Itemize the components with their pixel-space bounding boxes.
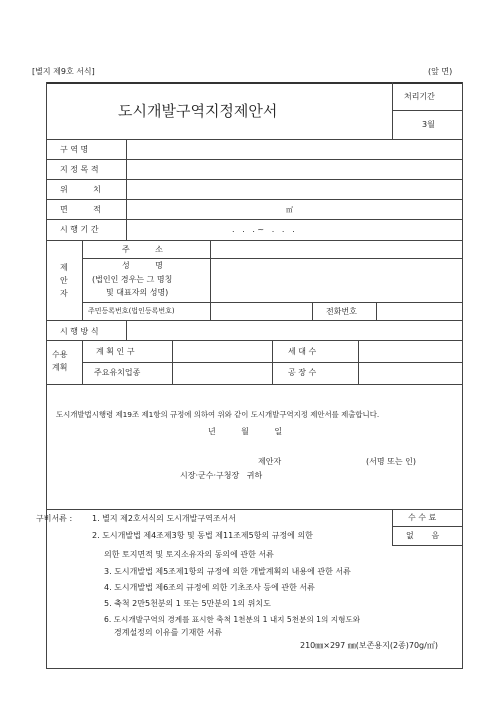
document-item: 경계설정의 이유를 기재한 서류 <box>114 628 223 637</box>
row-line <box>46 199 463 200</box>
accommodation-label-2: 계획 <box>52 363 68 372</box>
proposer-value-divider <box>210 240 211 320</box>
households-label: 세 대 수 <box>288 347 317 356</box>
row-line <box>46 320 463 321</box>
period-value: . . . ~ . . . <box>232 225 295 234</box>
processing-divider <box>392 110 462 111</box>
row-line <box>82 258 463 259</box>
paper-spec-footer: 210㎜×297 ㎜(보존용지(2종)70g/㎡) <box>300 641 438 650</box>
document-item: 5. 축척 2만5천분의 1 또는 5만분의 1의 위치도 <box>104 599 271 608</box>
frame-right <box>462 82 463 669</box>
col-line <box>312 302 313 320</box>
fee-divider <box>392 509 393 545</box>
corp-note-2: 및 대표자의 성명) <box>106 288 169 297</box>
fee-label: 수 수 료 <box>408 513 437 522</box>
page-side-label: (앞 면) <box>428 67 453 76</box>
title-bottom-line <box>46 139 463 140</box>
name-label: 성 명 <box>122 261 163 270</box>
address-label: 주 소 <box>122 245 163 254</box>
document-item: 2. 도시개발법 제4조제3항 및 동법 제11조제5항의 규정에 의한 <box>92 531 313 540</box>
document-item: 6. 도시개발구역의 경계를 표시한 축척 1천분의 1 내지 5천분의 1의 지형도와 <box>104 615 361 624</box>
proposer-signature-label: 제안자 <box>258 457 282 466</box>
document-item: 1. 별지 제2호서식의 도시개발구역조서서 <box>92 514 236 523</box>
proposer-char-2: 안 <box>60 276 68 285</box>
row-line <box>46 159 463 160</box>
industry-label: 주요유치업종 <box>94 368 141 377</box>
period-label: 시 행 기 간 <box>60 225 99 234</box>
row-line <box>82 302 463 303</box>
reg-no-label: 주민등록번호(법인등록번호) <box>88 307 175 315</box>
col-line <box>126 320 127 340</box>
document-item: 의한 토지면적 및 토지소유자의 동의에 관한 서류 <box>104 550 274 559</box>
proposer-char-1: 제 <box>60 263 68 272</box>
row-line <box>82 362 463 363</box>
row-line <box>392 545 462 546</box>
purpose-label: 지 정 목 적 <box>60 165 99 174</box>
size-label: 면 적 <box>60 205 101 214</box>
row-line <box>46 384 463 385</box>
frame-left <box>46 82 47 669</box>
label-column-divider <box>126 139 127 240</box>
accommodation-label-1: 수용 <box>52 350 68 359</box>
phone-label: 전화번호 <box>326 307 357 316</box>
area-name-label: 구 역 명 <box>60 145 89 154</box>
statement-body: 도시개발법시행령 제19조 제1항의 규정에 의하여 위와 같이 도시개발구역지정 제안서를 제출합니다. <box>56 410 380 419</box>
addressee: 시장·군수·구청장 귀하 <box>180 471 263 480</box>
proposer-label-divider <box>82 240 83 320</box>
row-line <box>46 240 463 241</box>
col-line <box>376 302 377 320</box>
frame-top <box>46 82 463 84</box>
corp-note-1: (법인인 경우는 그 명칭 <box>92 275 173 284</box>
signature-note: (서명 또는 인) <box>366 457 416 466</box>
documents-label: 구비서류 : <box>36 514 73 523</box>
method-label: 시 행 방 식 <box>60 327 99 336</box>
proposer-char-3: 자 <box>60 289 68 298</box>
factories-label: 공 장 수 <box>288 368 317 377</box>
fee-row-divider <box>392 526 462 527</box>
document-item: 3. 도시개발법 제5조제1항의 규정에 의한 개발계획의 내용에 관한 서류 <box>104 567 351 576</box>
location-label: 위 치 <box>60 185 101 194</box>
statement-date: 년 월 일 <box>208 427 283 436</box>
row-line <box>46 340 463 341</box>
processing-label: 처리기간 <box>404 92 435 101</box>
frame-bottom <box>46 668 463 669</box>
form-number: [별지 제9호 서식] <box>32 67 95 76</box>
row-line <box>46 219 463 220</box>
row-line <box>46 509 463 510</box>
processing-value: 3월 <box>422 120 435 129</box>
fee-value: 없 음 <box>406 531 440 540</box>
population-label: 계 획 인 구 <box>96 347 135 356</box>
document-item: 4. 도시개발법 제6조의 규정에 의한 기초조사 등에 관한 서류 <box>104 583 315 592</box>
size-unit: ㎡ <box>286 206 293 214</box>
row-line <box>46 179 463 180</box>
page-title: 도시개발구역지정제안서 <box>118 102 278 120</box>
